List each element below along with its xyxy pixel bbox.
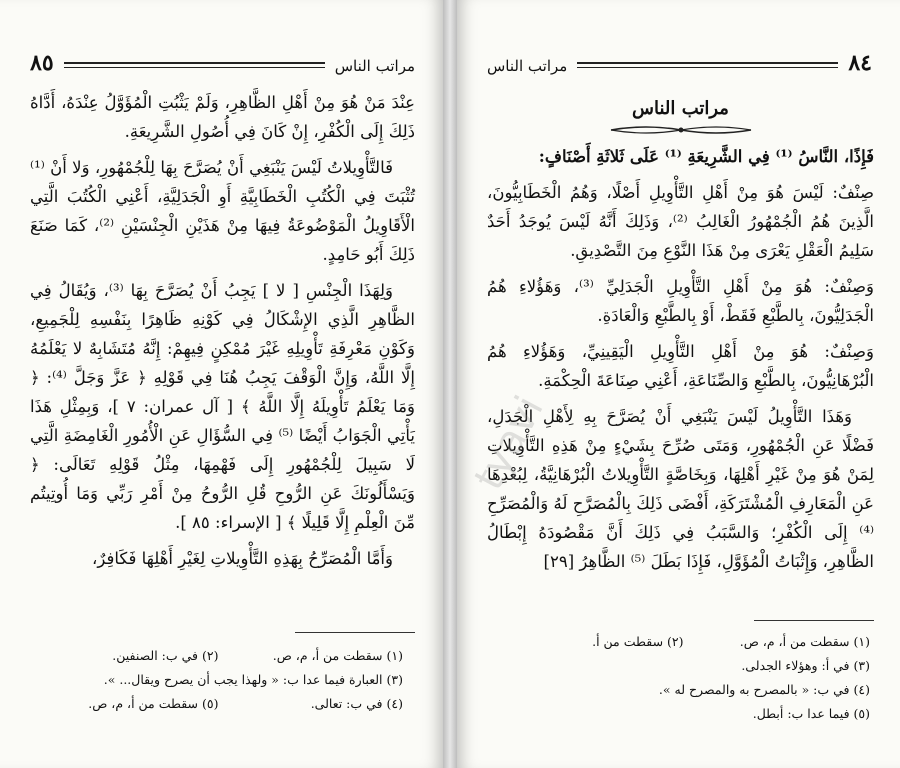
paragraph: عِنْدَ مَنْ هُوَ مِنْ أَهْلِ الظَّاهِرِ، وَلَمْ يَثْبُتِ الْمُؤَوَّلُ عِنْدَهُ، أَدَّاهُ ذَلِكَ إِلَى الْكُفْرِ، إِنْ كَانَ فِي أُصُولِ الشَّرِيعَةِ. <box>30 93 415 141</box>
header-rule <box>577 62 838 68</box>
header-rule <box>64 62 325 68</box>
running-title: مراتب الناس <box>487 57 568 75</box>
paragraph: وَصِنْفٌ: هُوَ مِنْ أَهْلِ التَّأْوِيلِ الْيَقِينِيِّ، وَهَؤُلاءِ هُمُ الْبُرْهَانِيُّونَ، بِالطَّبْعِ وَالصِّنَاعَةِ، أَعْنِي صِنَاعَةَ الْحِكْمَةِ. <box>487 342 874 390</box>
right-page <box>457 0 900 768</box>
footnotes <box>497 630 870 726</box>
paragraph: وَأَمَّا الْمُصَرِّحُ بِهَذِهِ التَّأْوِيلاتِ لِغَيْرِ أَهْلِهَا فَكَافِرٌ، <box>92 549 393 568</box>
footnote: (١) سقطت من أ، م، ص. <box>272 648 403 663</box>
chapter-heading <box>487 96 874 138</box>
footnote-row <box>34 644 403 668</box>
watermark: tyavi <box>465 388 553 498</box>
page-number: ٨٤ <box>848 50 872 76</box>
footnote: (٣) العبارة فيما عدا ب: « ولهذا يجب أن يصرح ويقال... ». <box>103 672 403 687</box>
footnotes <box>34 644 403 716</box>
footnote: (٥) فيما عدا ب: أبطل. <box>752 706 870 721</box>
footnote-row <box>497 678 870 702</box>
paragraph: وَصِنْفٌ: هُوَ مِنْ أَهْلِ التَّأْوِيلِ الْجَدَلِيِّ ⁽³⁾، وَهَؤُلاءِ هُمُ الْجَدَلِيُّونَ، بِالطَّبْعِ فَقَطْ، أَوْ بِالطَّبْعِ وَالْعَادَةِ. <box>487 277 874 325</box>
footnote: (٣) في أ: وهؤلاء الجدلى. <box>741 658 870 673</box>
running-title: مراتب الناس <box>334 57 415 75</box>
book-gutter <box>443 0 457 768</box>
footnote-row <box>34 692 403 716</box>
footnote: (٥) سقطت من أ، م، ص. <box>88 696 219 711</box>
paragraph: صِنْفٌ: لَيْسَ هُوَ مِنْ أَهْلِ التَّأْوِيلِ أَصْلًا، وَهُمُ الْخَطَابِيُّونَ، الَّذِينَ هُمُ الْجُمْهُورُ الْغَالِبُ ⁽²⁾، وَذَلِكَ أَنَّهُ لَيْسَ يُوجَدُ أَحَدٌ سَلِيمُ الْعَقْلِ يَعْرَى مِنْ هَذَا النَّوْعِ مِنَ التَّصْدِيقِ. <box>487 183 874 260</box>
ornament-divider-icon <box>606 122 756 138</box>
left-page-body <box>30 88 415 580</box>
footnote-row <box>34 668 403 692</box>
paragraph: وَلِهَذَا الْجِنْسِ [ لا ] يَجِبُ أَنْ يُصَرَّحَ بِهَا ⁽³⁾، وَيُقَالُ فِي الظَّاهِرِ الَّذِي الإِشْكَالُ فِي كَوْنِهِ ظَاهِرًا بِنَفْسِهِ لِلْجَمِيعِ، وَكَوْنِ مَعْرِفَةِ تَأْوِيلِهِ غَيْرَ مُمْكِنٍ فِيهِمْ: إِنَّهُ مُتَشَابِهٌ لا يَعْلَمُهُ إِلَّا اللَّهُ، وَإِنَّ الْوَقْفَ يَجِبُ هُنَا فِي قَوْلِهِ ﴿ عَزَّ وَجَلَّ ⁽⁴⁾: ﴿ وَمَا يَعْلَمُ تَأْوِيلَهُ إِلَّا اللَّهُ ﴾ [ آل عمران: ٧ ]، وَبِمِثْلِ هَذَا يَأْتِي الْجَوَابُ أَيْضًا ⁽⁵⁾ فِي السُّؤَالِ عَنِ الْأُمُورِ الْغَامِضَةِ الَّتِي لَا سَبِيلَ لِلْجُمْهُورِ إِلَى فَهْمِهَا، مِثْلُ قَوْلِهِ تَعَالَى: ﴿ وَيَسْأَلُونَكَ عَنِ الرُّوحِ قُلِ الرُّوحُ مِنْ أَمْرِ رَبِّي وَمَا أُوتِيتُم مِّنَ الْعِلْمِ إِلَّا قَلِيلًا ﴾ [ الإسراء: ٨٥ ]. <box>30 281 415 532</box>
paragraph: فَالتَّأْوِيلاتُ لَيْسَ يَنْبَغِي أَنْ يُصَرَّحَ بِهَا لِلْجُمْهُورِ، وَلا أَنْ ⁽¹⁾ تُثْبَتَ فِي الْكُتُبِ الْخَطَابِيَّةِ أَوِ الْجَدَلِيَّةِ، أَعْنِي الْكُتُبَ الَّتِي الْأَقَاوِيلُ الْمَوْضُوعَةُ فِيهَا مِنْ هَذَيْنِ الْجِنْسَيْنِ ⁽²⁾، كَمَا صَنَعَ ذَلِكَ أَبُو حَامِدٍ. <box>30 158 415 264</box>
paragraph: وَهَذَا التَّأْوِيلُ لَيْسَ يَنْبَغِي أَنْ يُصَرَّحَ بِهِ لِأَهْلِ الْجَدَلِ، فَضْلًا عَنِ الْجُمْهُورِ، وَمَتَى صُرِّحَ بِشَيْءٍ مِنْ هَذِهِ التَّأْوِيلاتِ لِمَنْ هُوَ مِنْ غَيْرِ أَهْلِهَا، وَبِخَاصَّةٍ التَّأْوِيلاتُ الْبُرْهَانِيَّةُ، لِبُعْدِهَا عَنِ الْمَعَارِفِ الْمُشْتَرَكَةِ، أَفْضَى ذَلِكَ بِالْمُصَرَّحِ لَهُ وَالْمُصَرِّحِ ⁽⁴⁾ إِلَى الْكُفْرِ؛ وَالسَّبَبُ فِي ذَلِكَ أَنَّ مَقْصُودَهُ إِبْطَالُ الظَّاهِرِ، وَإِثْبَاتُ الْمُؤَوَّلِ، فَإِذَا بَطَلَ ⁽⁵⁾ الظَّاهِرُ [٢٩] <box>487 407 874 571</box>
paragraph-lead: فَإِذًا، النَّاسُ ⁽¹⁾ فِي الشَّرِيعَةِ ⁽¹⁾ عَلَى ثَلاثَةِ أَصْنَافٍ: <box>538 147 874 166</box>
page-number: ٨٥ <box>30 50 54 76</box>
footnote-rule <box>295 632 415 633</box>
right-page-body <box>487 96 874 583</box>
footnote: (٢) في ب: الصنفين. <box>112 648 219 663</box>
left-page-header <box>30 44 415 74</box>
left-page <box>0 0 443 768</box>
footnote: (١) سقطت من أ، م، ص. <box>739 634 870 649</box>
footnote-rule <box>754 620 874 621</box>
footnote: (٢) سقطت من أ. <box>592 634 684 649</box>
footnote-row <box>497 630 870 654</box>
footnote-row <box>497 654 870 678</box>
footnote: (٤) في ب: تعالى. <box>310 696 403 711</box>
footnote: (٤) في ب: « بالمصرح به والمصرح له ». <box>658 682 870 697</box>
chapter-title: مراتب الناس <box>632 98 729 119</box>
right-page-header <box>487 44 872 74</box>
footnote-row <box>497 702 870 726</box>
